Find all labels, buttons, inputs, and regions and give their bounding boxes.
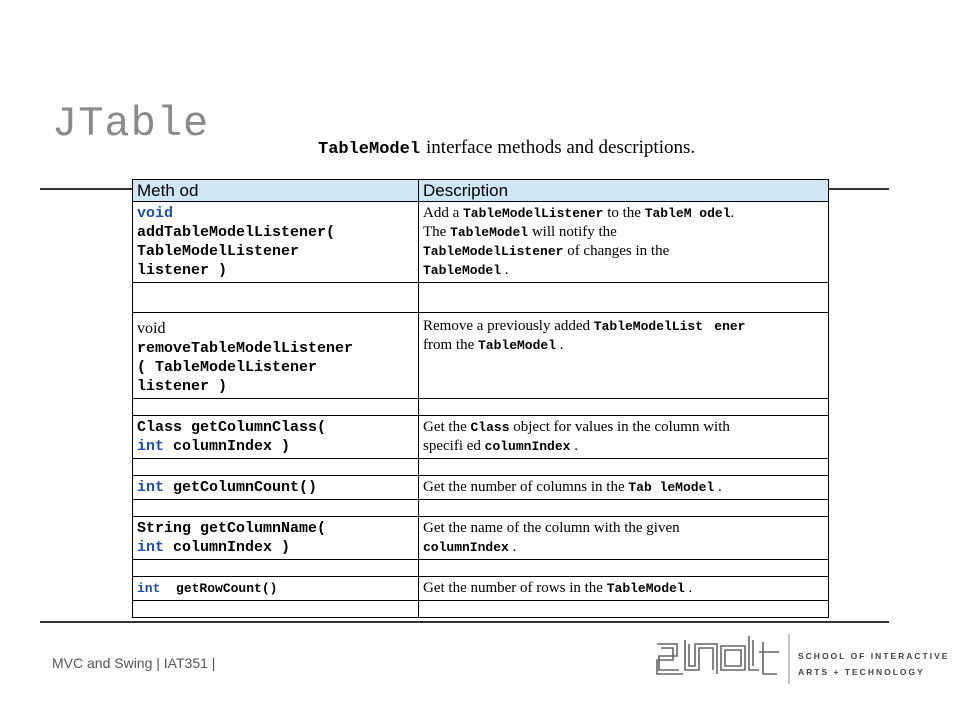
- method-cell: [133, 476, 419, 500]
- table-row: [133, 202, 829, 283]
- description-cell: [419, 517, 829, 560]
- desc-code: TableModelList: [593, 319, 704, 334]
- school-name-line: ARTS + TECHNOLOGY: [798, 667, 925, 677]
- method-line: listener ): [137, 262, 228, 279]
- desc-text: Get the: [423, 419, 471, 435]
- method-line: ( TableModelListener: [137, 359, 318, 376]
- desc-text: specifi ed: [423, 438, 485, 454]
- description-cell: [419, 476, 829, 500]
- desc-code: ener: [714, 319, 746, 334]
- desc-code: TableModel: [477, 338, 556, 353]
- slide-title: JTable: [52, 100, 210, 148]
- desc-text: will notify the: [528, 224, 617, 240]
- desc-code: TableModel: [423, 263, 502, 278]
- method-line: getRowCount(): [176, 581, 278, 596]
- description-cell: [419, 577, 829, 601]
- desc-text: .: [556, 337, 564, 353]
- description-cell: [419, 202, 829, 283]
- description-cell: [419, 416, 829, 459]
- table-row: [133, 476, 829, 500]
- top-rule-right: [828, 188, 889, 190]
- method-keyword: int: [137, 438, 165, 455]
- header-method: Meth od: [133, 180, 419, 202]
- spacer-row: [133, 500, 829, 517]
- desc-text: .: [501, 262, 509, 278]
- caption-text: interface methods and descriptions.: [426, 137, 696, 158]
- desc-code: Tab leModel: [628, 480, 715, 495]
- method-cell: [133, 577, 419, 601]
- spacer-row: [133, 283, 829, 313]
- method-keyword: int: [137, 479, 165, 496]
- spacer-row: [133, 601, 829, 618]
- desc-code: Class: [470, 420, 510, 435]
- method-line: listener ): [137, 378, 228, 395]
- description-cell: [419, 313, 829, 399]
- method-table: [132, 179, 829, 618]
- method-keyword: void: [137, 320, 166, 337]
- desc-text: from the: [423, 337, 478, 353]
- table-row: [133, 416, 829, 459]
- table-row: [133, 517, 829, 560]
- desc-text: .: [570, 438, 578, 454]
- desc-text: object for values in the column with: [509, 419, 730, 435]
- desc-text: to the: [603, 205, 645, 221]
- desc-text: Get the number of columns in the: [423, 479, 629, 495]
- method-keyword: int: [137, 581, 161, 596]
- header-description: Description: [419, 180, 829, 202]
- desc-text: Add a: [423, 205, 463, 221]
- footer-text: MVC and Swing | IAT351 |: [52, 655, 216, 671]
- siat-logo-icon: [655, 630, 795, 688]
- desc-code: TableM odel: [644, 206, 731, 221]
- table-row: [133, 313, 829, 399]
- method-cell: [133, 202, 419, 283]
- method-cell: [133, 416, 419, 459]
- desc-text: Get the number of rows in the: [423, 580, 607, 596]
- desc-code: columnIndex: [484, 439, 571, 454]
- table-row: [133, 577, 829, 601]
- desc-text: The: [423, 224, 451, 240]
- desc-text: .: [714, 479, 722, 495]
- table-caption: [318, 137, 695, 159]
- desc-text: .: [508, 539, 517, 555]
- school-name-line: SCHOOL OF INTERACTIVE: [798, 651, 950, 661]
- method-line: String getColumnName(: [137, 520, 327, 537]
- spacer-row: [133, 459, 829, 476]
- desc-text: .: [684, 580, 693, 596]
- desc-text: Remove a previously added: [423, 318, 594, 334]
- method-line: Class getColumnClass(: [137, 419, 327, 436]
- caption-code: TableModel: [318, 140, 421, 159]
- method-line: getColumnCount(): [164, 479, 318, 496]
- spacer-row: [133, 399, 829, 416]
- method-line: removeTableModelListener: [137, 340, 354, 357]
- desc-text: .: [730, 205, 735, 221]
- method-line: addTableModelListener(: [137, 224, 336, 241]
- method-cell: [133, 517, 419, 560]
- method-line: TableModelListener: [137, 243, 300, 260]
- school-name: [798, 648, 949, 680]
- method-line: columnIndex ): [164, 438, 291, 455]
- desc-text: Get the name of the column with the given: [423, 520, 680, 536]
- method-line: columnIndex ): [164, 539, 291, 556]
- table-header-row: [133, 180, 829, 202]
- desc-text: of changes in the: [563, 243, 670, 259]
- desc-code: TableModelListener: [463, 206, 604, 221]
- top-rule-left: [40, 188, 132, 190]
- method-cell: [133, 313, 419, 399]
- desc-code: TableModel: [450, 225, 529, 240]
- desc-code: columnIndex: [423, 540, 509, 555]
- method-keyword: void: [137, 205, 174, 222]
- desc-code: TableModel: [606, 581, 685, 596]
- method-keyword: int: [137, 539, 165, 556]
- bottom-rule: [40, 621, 889, 623]
- desc-code: TableModelListener: [423, 244, 564, 259]
- spacer-row: [133, 560, 829, 577]
